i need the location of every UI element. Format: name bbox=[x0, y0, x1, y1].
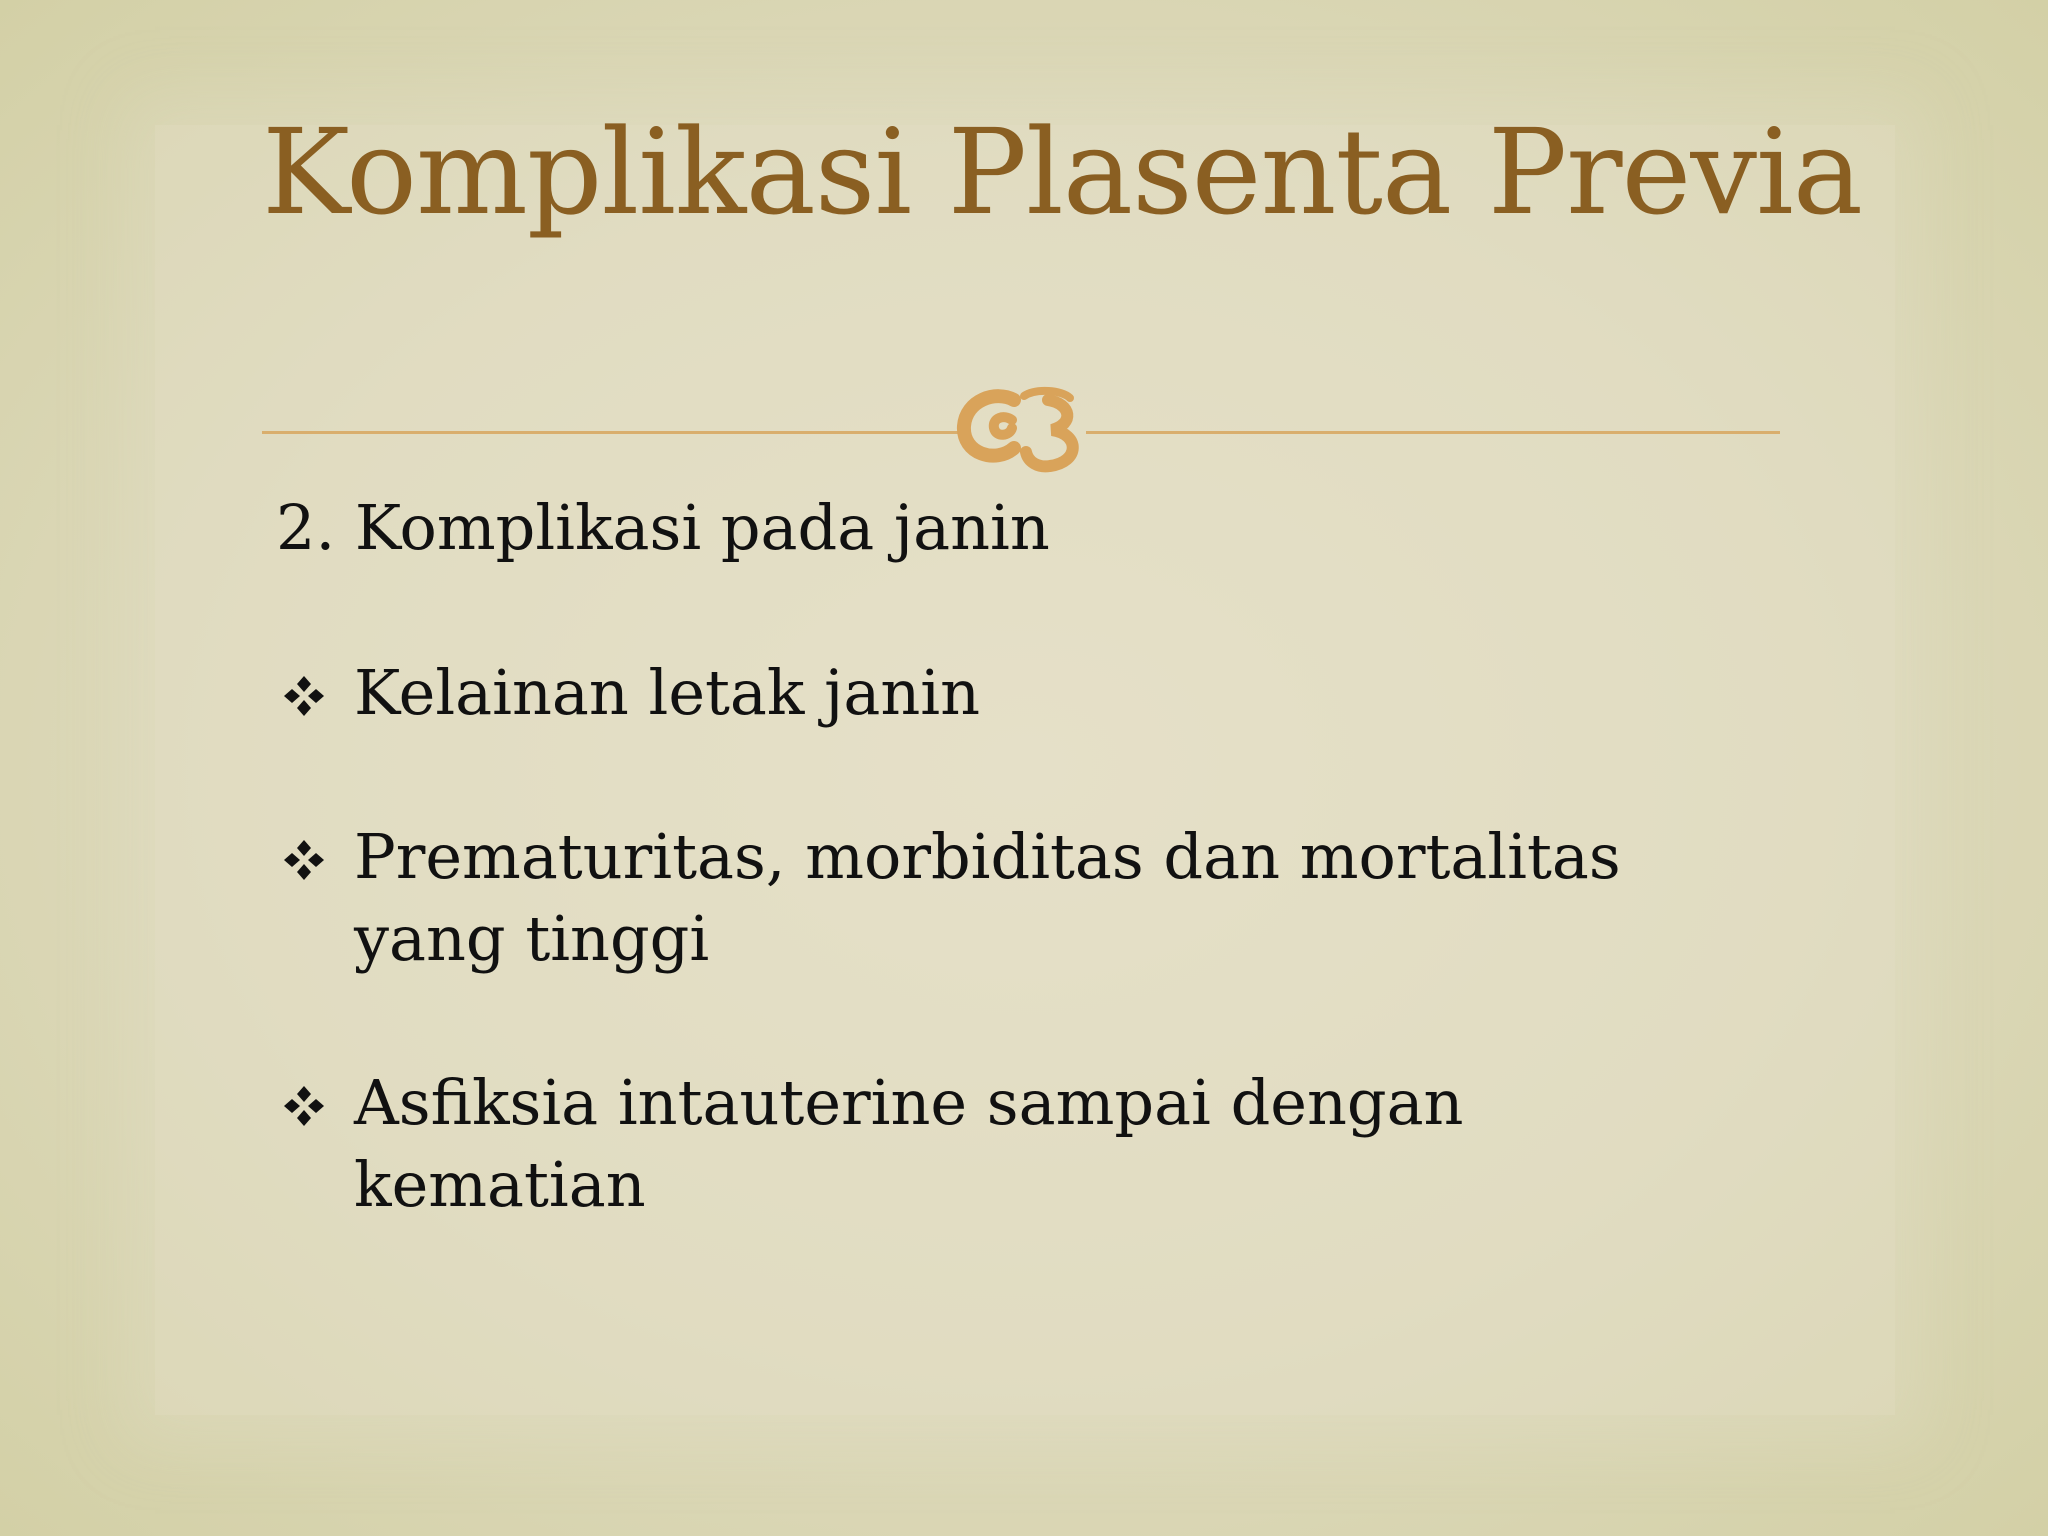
four-diamond-bullet-icon bbox=[282, 1084, 326, 1128]
bullet-item bbox=[282, 652, 1762, 734]
bullet-text: Prematuritas, morbiditas dan mortalitas yang tinggi bbox=[354, 820, 1621, 975]
title-divider-left bbox=[262, 431, 962, 434]
slide-title: Komplikasi Plasenta Previa bbox=[262, 103, 1863, 241]
bullet-item bbox=[282, 816, 1762, 980]
four-diamond-bullet-icon bbox=[282, 674, 326, 718]
bullet-item bbox=[282, 1062, 1762, 1226]
title-divider-right bbox=[1086, 431, 1780, 434]
four-diamond-bullet-icon bbox=[282, 838, 326, 882]
scroll-ornament-icon bbox=[952, 370, 1092, 480]
bullet-text: Asfiksia intauterine sampai dengan kematian bbox=[354, 1066, 1464, 1221]
section-subheading: 2. Komplikasi pada janin bbox=[276, 491, 1050, 564]
bullet-text: Kelainan letak janin bbox=[354, 656, 981, 729]
